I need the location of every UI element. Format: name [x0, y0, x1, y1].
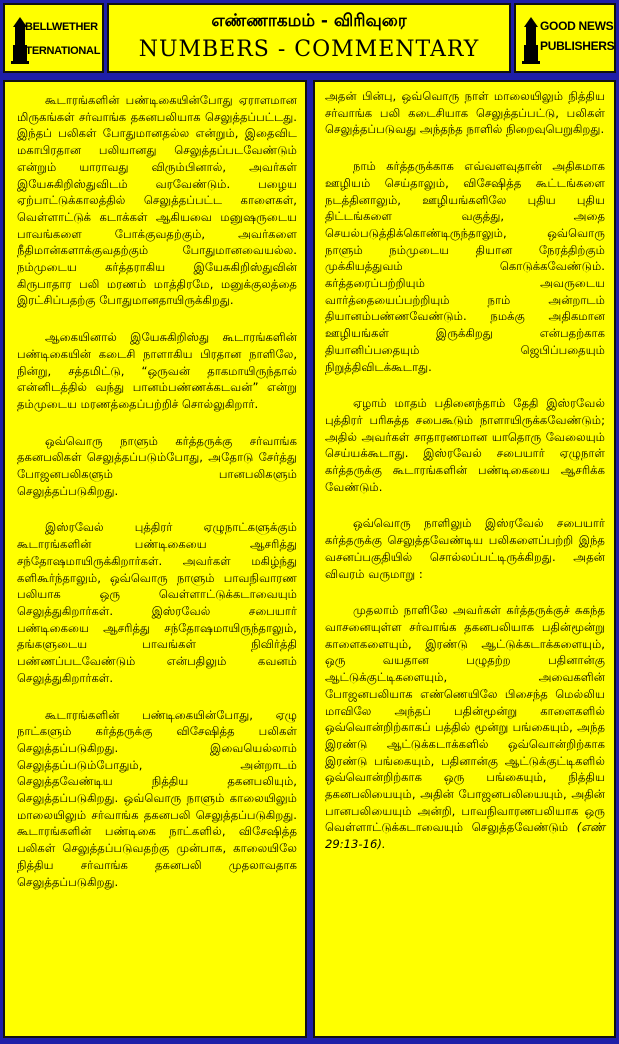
logo-line2: PUBLISHERS [540, 39, 615, 53]
left-column [3, 80, 307, 1038]
paragraph: நாம் கர்த்தருக்காக எவ்வளவுதான் அதிகமாக ஊழியம் செய்தாலும், விசேஷித்த கூட்டங்களை நடத்தினாலும், ஊழியங்களிலே புதிய புதிய திட்டங்களை வகுத்து, அதை செயல்படுத்திக்கொண்டிருந்தாலும், ஒவ்வொரு நாளும் நம்முடைய தியான நேரத்திற்கும் முக்கியத்துவம் கொடுக்கவேண்டும். கர்த்தரைப்பற்றியும் அவருடைய வார்த்தையைப்பற்றியும் நாம் அன்றாடம் தியானம்பண்ணவேண்டும். நமக்கு அதிகமான ஊழியங்கள் இருக்கிறது என்பதற்காக தியானிப்பதையும் ஜெபிப்பதையும் நிறுத்திவிடக்கூடாது. [325, 159, 605, 374]
logo-line1: BELLWETHER [25, 21, 98, 33]
paragraph: ஆகையினால் இயேசுகிறிஸ்து கூடாரங்களின் பண்டிகையின் கடைசி நாளாகிய பிரதான நாளிலே, நின்று, சத்தமிட்டு, “ஒருவன் தாகமாயிருந்தால் என்னிடத்தில் வந்து பானம்பண்ணக்கடவன்” என்று தம்முடைய மரணத்தைப்பற்றிச் சொல்லுகிறார். [17, 330, 297, 411]
publisher-logo-left [3, 3, 104, 73]
paragraph: ஒவ்வொரு நாளும் கர்த்தருக்கு சர்வாங்க தகனபலிகள் செலுத்தப்படும்போது, அதோடு சேர்த்து போஜனபலிகளும் பானபலிகளும் செலுத்தப்படுகிறது. [17, 433, 297, 498]
logo-line1: GOOD NEWS [540, 19, 614, 33]
right-column [313, 80, 616, 1038]
title-tamil: எண்ணாகமம் - விரிவுரை [211, 11, 407, 31]
paragraph-text: முதலாம் நாளிலே அவர்கள் கர்த்தருக்குச் சுகந்த வாசனையுள்ள சர்வாங்க தகனபலியாக பதின்மூன்று காளைகளையும், இரண்டு ஆட்டுக்கடாக்களையும், ஒரு வயதான பழுதற்ற பதினான்கு ஆட்டுக்குட்டிகளையும், அவைகளின் போஜனபலியாக எண்ணெயிலே பிசைந்த மெல்லிய மாவிலே அந்தப் பதின்மூன்று காளைகளில் ஒவ்வொன்றிற்காகப் பத்தில் மூன்று பங்கையும், அந்த இரண்டு ஆட்டுக்கடாக்களில் ஒவ்வொன்றிற்காக இரண்டு பங்கையும், பதினான்கு ஆட்டுக்குட்டிகளில் ஒவ்வொன்றிற்காக ஒரு பங்கையும், நித்திய தகனபலியையும், அதின் போஜனபலியையும், அதின் பானபலியையும் அன்றி, பாவநிவாரணபலியாக ஒரு வெள்ளாட்டுக்கடாவையும் செலுத்தவேண்டும் [325, 603, 605, 835]
paragraph: ஏழாம் மாதம் பதினைந்தாம் தேதி இஸ்ரவேல் புத்திரர் பரிசுத்த சபைகூடும் நாளாயிருக்கவேண்டும்; அதில் அவர்கள் சாதாரணமான யாதொரு வேலையும் செய்யக்கூடாது. இஸ்ரவேல் சபையார் ஏழுநாள் கர்த்தருக்கு கூடாரங்களின் பண்டிகையை ஆசரிக்க வேண்டும். [325, 396, 605, 494]
paragraph: ஒவ்வொரு நாளிலும் இஸ்ரவேல் சபையார் கர்த்தருக்கு செலுத்தவேண்டிய பலிகளைப்பற்றி இந்த வசனப்பகுதியில் சொல்லப்பட்டிருக்கிறது. அதன் விவரம் வருமாறு : [325, 516, 605, 581]
paragraph: அதன் பின்பு, ஒவ்வொரு நாள் மாலையிலும் நித்திய சர்வாங்க பலி கடைசியாக செலுத்தப்பட்டு, பலிகள் செலுத்தப்படுவது அந்தந்த நாளில் நிறைவுபெறுகிறது. [325, 89, 605, 137]
paragraph: இஸ்ரவேல் புத்திரர் ஏழுநாட்களுக்கும் கூடாரங்களின் பண்டிகையை ஆசரித்து சந்தோஷமாயிருக்கிறார்கள். அவர்கள் மகிழ்ந்து களிகூர்ந்தாலும், ஒவ்வொரு நாளும் பாவநிவாரண பலியாக ஒரு வெள்ளாட்டுக்கடாவையும் செலுத்துகிறார்கள். இஸ்ரவேல் சபையார் பண்டிகையை ஆசரித்து சந்தோஷமாயிருந்தாலும், தங்களுடைய பாவங்கள் நிவிர்த்தி பண்ணப்படவேண்டும் என்பதிலும் கவனம் செலுத்துகிறார்கள். [17, 520, 297, 685]
scripture-reference: (எண் 29:13-16). [325, 820, 606, 852]
paragraph-with-reference [325, 602, 605, 853]
title-block [107, 3, 511, 73]
publisher-logo-right [514, 3, 616, 73]
paragraph: கூடாரங்களின் பண்டிகையின்போது, ஏழு நாட்களும் கர்த்தருக்கு விசேஷித்த பலிகள் செலுத்தப்படுகிறது. இவையெல்லாம் செலுத்தப்படும்போதும், அன்றாடம் செலுத்தவேண்டிய நித்திய தகனபலியும், செலுத்தப்படுகிறது. ஒவ்வொரு நாளும் காலையிலும் மாலையிலும் சர்வாங்க தகனபலி செலுத்தப்படுகிறது. கூடாரங்களின் பண்டிகை நாட்களில், விசேஷித்த பலிகள் செலுத்தப்படுவதற்கு முன்பாக, காலையிலே நித்திய சர்வாங்க தகனபலி முதலாவதாக செலுத்தப்படுகிறது. [17, 707, 297, 889]
logo-line2: INTERNATIONAL [15, 45, 101, 57]
paragraph: கூடாரங்களின் பண்டிகையின்போது ஏராளமான மிருகங்கள் சர்வாங்க தகனபலியாக செலுத்தப்பட்டது. இந்தப் பலிகள் போதுமானதல்ல என்றும், இதைவிட மகாபிரதான பலியானது செலுத்தப்படவேண்டும் என்றும் யாராவது விரும்பினால், அவர்கள் இயேசுகிறிஸ்துவிடம் வரவேண்டும். பழைய ஏற்பாட்டுக்காலத்தில் செலுத்தப்பட்ட காளைகள், வெள்ளாட்டுக் கடாக்கள் ஆகியவை மனுஷருடைய பாவங்களை போக்குவதற்கும், அவர்களை நீதிமான்களாக்குவதற்கும் போதுமானவையல்ல. நம்முடைய கர்த்தராகிய இயேசுகிறிஸ்துவின் கிருபாதார பலி மரணம் மாத்திரமே, மனுக்குலத்தை இரட்சிப்பதற்கு போதுமானதாயிருக்கிறது. [17, 93, 297, 308]
title-english: NUMBERS - COMMENTARY [138, 37, 480, 62]
